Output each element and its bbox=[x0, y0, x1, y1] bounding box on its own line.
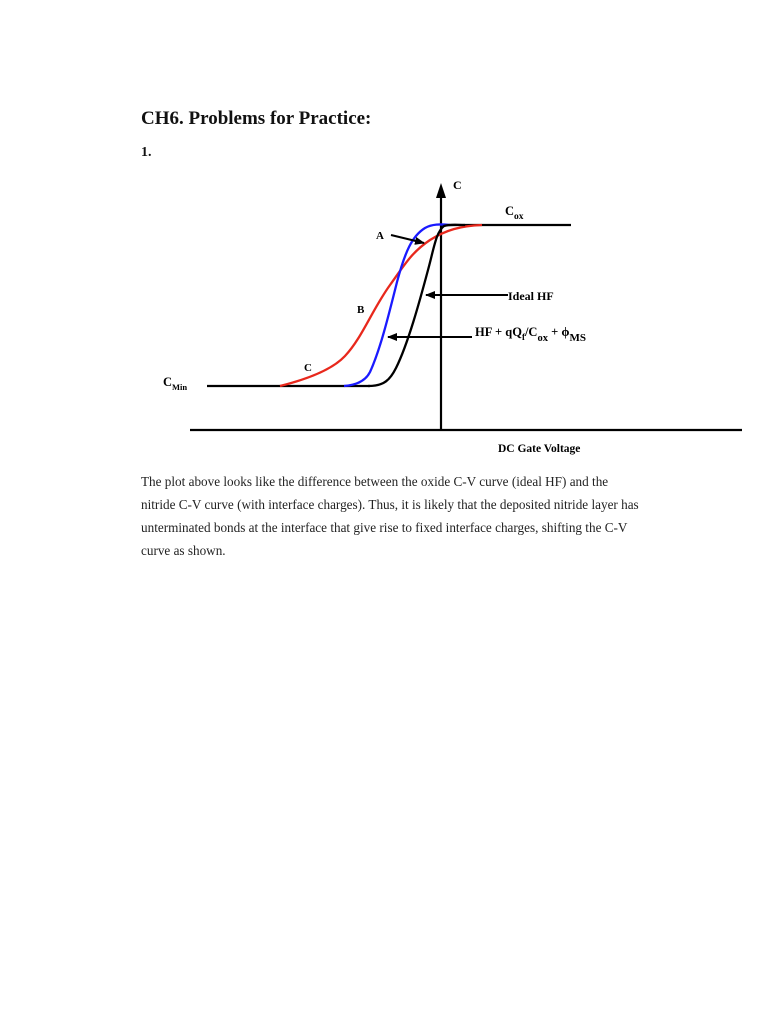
point-c-label: C bbox=[304, 362, 312, 374]
point-b-label: B bbox=[357, 304, 365, 316]
problem-number: 1. bbox=[141, 145, 152, 160]
point-a-label: A bbox=[376, 230, 384, 242]
page-heading: CH6. Problems for Practice: bbox=[141, 108, 372, 129]
y-axis-arrow bbox=[436, 183, 446, 198]
point-a-arrow bbox=[391, 235, 424, 243]
x-axis-label: DC Gate Voltage bbox=[498, 443, 581, 455]
cox-label: $C_{ox}$ bbox=[505, 204, 524, 222]
y-axis-label: C bbox=[453, 178, 462, 192]
ideal-hf-label: Ideal HF bbox=[508, 289, 554, 303]
cmin-label: $C_{Min}$ bbox=[163, 375, 188, 392]
cv-curve-figure bbox=[0, 0, 768, 470]
explanation-paragraph: The plot above looks like the difference between the oxide C-V curve (ideal HF) and the nitride C-V curve (with interface charges). Thus, it is likely that the deposited nitride layer has unterminated bonds at the interface that give rise to fixed interface charges, shifting the C-V curve as shown. bbox=[141, 474, 639, 558]
ideal-curve bbox=[368, 225, 465, 386]
shifted-curve-label: HF + $qQ_f/C_{ox} + \phi MS$ bbox=[475, 324, 586, 344]
